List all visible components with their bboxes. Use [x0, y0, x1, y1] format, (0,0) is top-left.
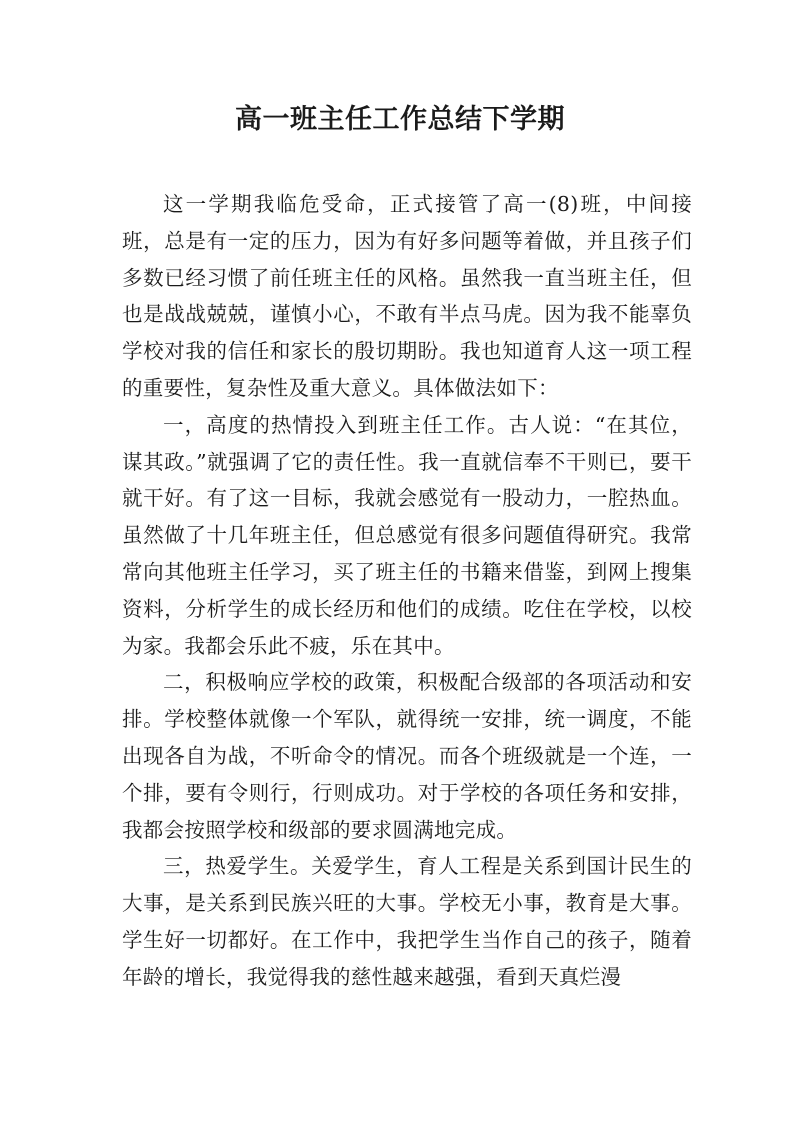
- paragraph-point-three: 三，热爱学生。关爱学生，育人工程是关系到国计民生的大事，是关系到民族兴旺的大事。学校无小事，教育是大事。学生好一切都好。在工作中，我把学生当作自己的孩子，随着年龄的增长，我觉得我的慈性越来越强，看到天真烂漫: [122, 854, 692, 989]
- paragraph-point-two: 二，积极响应学校的政策，积极配合级部的各项活动和安排。学校整体就像一个军队，就得统一安排，统一调度，不能出现各自为战，不听命令的情况。而各个班级就是一个连，一个排，要有令则行，行则成功。对于学校的各项任务和安排，我都会按照学校和级部的要求圆满地完成。: [122, 670, 692, 842]
- document-title: 高一班主任工作总结下学期: [235, 104, 565, 135]
- document-body: [122, 186, 692, 996]
- paragraph-point-one: 一，高度的热情投入到班主任工作。古人说：“在其位，谋其政。”就强调了它的责任性。我一直就信奉不干则已，要干就干好。有了这一目标，我就会感觉有一股动力，一腔热血。虽然做了十几年班主任，但总感觉有很多问题值得研究。我常常向其他班主任学习，买了班主任的书籍来借鉴，到网上搜集资料，分析学生的成长经历和他们的成绩。吃住在学校，以校为家。我都会乐此不疲，乐在其中。: [122, 412, 692, 658]
- paragraph-intro: 这一学期我临危受命，正式接管了高一(8)班，中间接班，总是有一定的压力，因为有好多问题等着做，并且孩子们多数已经习惯了前任班主任的风格。虽然我一直当班主任，但也是战战兢兢，谨慎小心，不敢有半点马虎。因为我不能辜负学校对我的信任和家长的殷切期盼。我也知道育人这一项工程的重要性，复杂性及重大意义。具体做法如下：: [122, 192, 692, 400]
